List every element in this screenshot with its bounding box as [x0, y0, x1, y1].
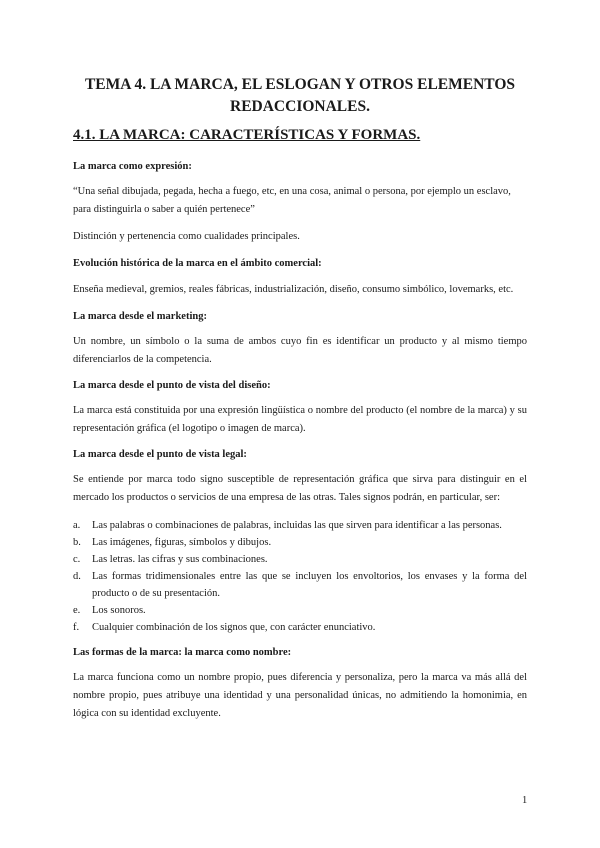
page-number: 1: [522, 795, 528, 806]
list-item: [73, 602, 527, 619]
list-item: [73, 568, 527, 602]
list-marker: f.: [73, 622, 80, 633]
list-item-text: Las letras. las cifras y sus combinaciones.: [92, 554, 268, 565]
heading-marketing: La marca desde el marketing:: [73, 311, 207, 322]
list-item-text: Las imágenes, figuras, símbolos y dibujos.: [92, 537, 272, 548]
list-marker: c.: [73, 554, 81, 565]
list-marker: e.: [73, 605, 81, 616]
document-title: TEMA 4. LA MARCA, EL ESLOGAN Y OTROS ELEMENTOS REDACCIONALES.: [84, 76, 516, 115]
paragraph-definicion: “Una señal dibujada, pegada, hecha a fuego, etc, en una cosa, animal o persona, por ejemplo un esclavo, para distinguirla o saber a quién pertenece”: [73, 186, 511, 215]
legal-signs-list: [73, 517, 527, 636]
heading-legal: La marca desde el punto de vista legal:: [73, 449, 247, 460]
paragraph-evolucion: Enseña medieval, gremios, reales fábricas, industrialización, diseño, consumo simbólico, lovemarks, etc.: [73, 284, 514, 295]
list-item: [73, 534, 527, 551]
document-page: [73, 0, 527, 848]
list-marker: b.: [73, 537, 81, 548]
paragraph-legal: Se entiende por marca todo signo susceptible de representación gráfica que sirva para distinguir en el mercado los productos o servicios de una empresa de las otras. Tales signos podrán, en particular, ser:: [73, 474, 527, 503]
heading-marca-nombre: Las formas de la marca: la marca como nombre:: [73, 647, 292, 658]
list-item-text: Las palabras o combinaciones de palabras, incluidas las que sirven para identificar a las personas.: [92, 520, 502, 531]
heading-marca-expresion: La marca como expresión:: [73, 161, 192, 172]
paragraph-diseno: La marca está constituida por una expresión lingüística o nombre del producto (el nombre de la marca) y su representación gráfica (el logotipo o imagen de marca).: [73, 405, 527, 434]
list-item-text: Cualquier combinación de los signos que, con carácter enunciativo.: [92, 622, 376, 633]
paragraph-distincion: Distinción y pertenencia como cualidades principales.: [73, 231, 300, 242]
list-marker: a.: [73, 520, 81, 531]
heading-diseno: La marca desde el punto de vista del diseño:: [73, 380, 271, 391]
section-title: 4.1. LA MARCA: CARACTERÍSTICAS Y FORMAS.: [73, 127, 421, 143]
list-item: [73, 551, 527, 568]
list-item-text: Los sonoros.: [92, 605, 146, 616]
list-item: [73, 517, 527, 534]
list-item-text: Las formas tridimensionales entre las que se incluyen los envoltorios, los envases y la forma del producto o de su presentación.: [92, 571, 527, 599]
list-marker: d.: [73, 571, 81, 582]
heading-evolucion-historica: Evolución histórica de la marca en el ámbito comercial:: [73, 258, 322, 269]
paragraph-marketing: Un nombre, un símbolo o la suma de ambos cuyo fin es identificar un producto y al mismo tiempo diferenciarlos de la competencia.: [73, 336, 527, 365]
list-item: [73, 619, 527, 636]
paragraph-marca-nombre: La marca funciona como un nombre propio, pues diferencia y personaliza, pero la marca va más allá del nombre propio, pues atribuye una identidad y una personalidad únicas, no admitiendo la homonimia, en lógica con su identidad excluyente.: [73, 672, 527, 719]
